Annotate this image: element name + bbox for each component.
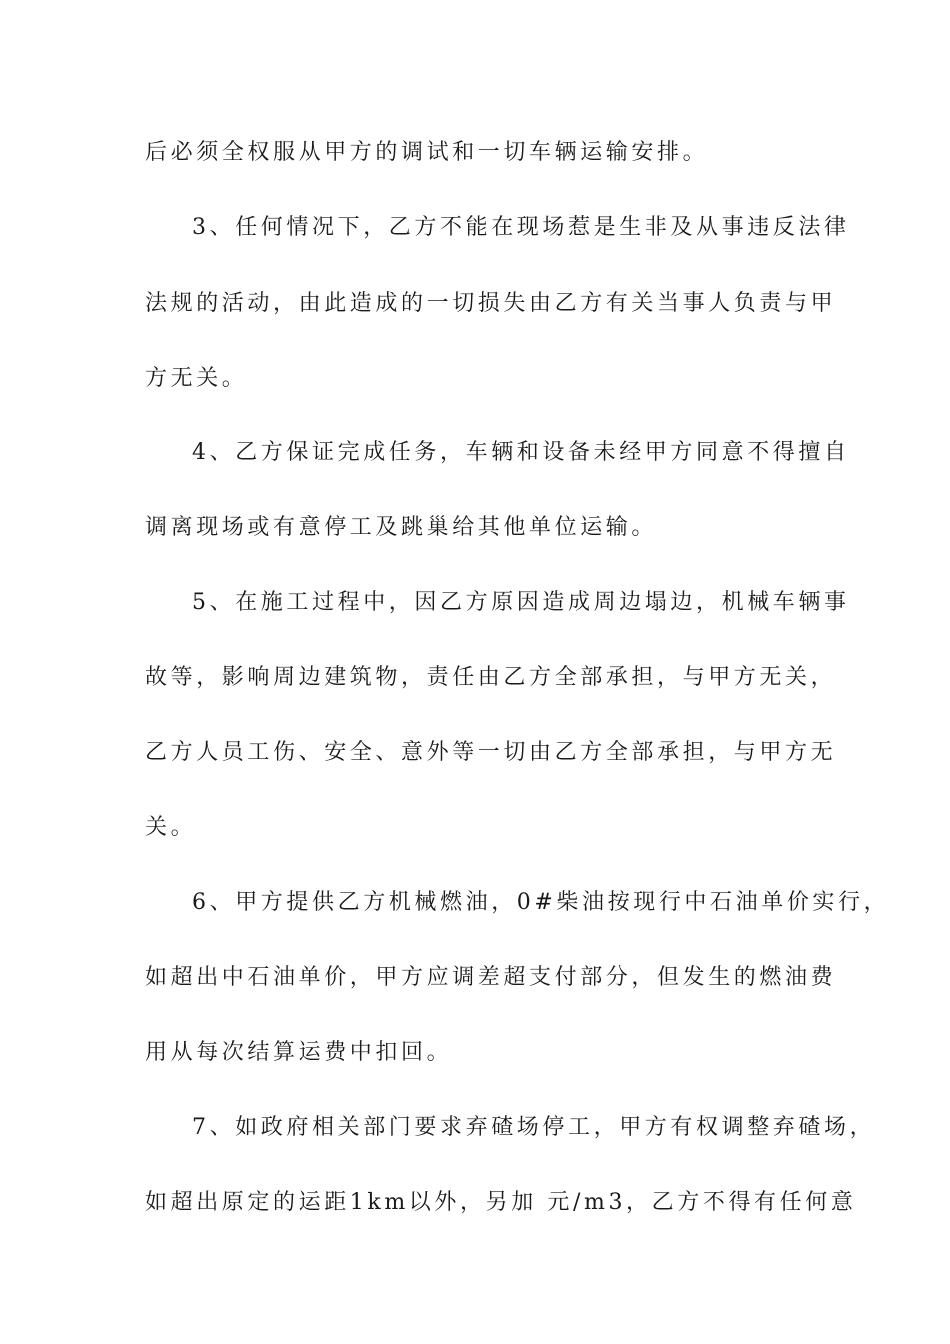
paragraph-line: 方无关。 bbox=[145, 366, 248, 391]
paragraph-line: 如超出中石油单价，甲方应调差超支付部分，但发生的燃油费 bbox=[145, 965, 837, 990]
paragraph-line: 故等，影响周边建筑物，责任由乙方全部承担，与甲方无关， bbox=[145, 665, 837, 690]
paragraph-line: 后必须全权服从甲方的调试和一切车辆运输安排。 bbox=[145, 140, 709, 165]
paragraph-line: 6、甲方提供乙方机械燃油，0#柴油按现行中石油单价实行， bbox=[192, 890, 890, 915]
paragraph-line: 调离现场或有意停工及跳巢给其他单位运输。 bbox=[145, 515, 658, 540]
paragraph-line: 如超出原定的运距1km以外，另加 元/m3，乙方不得有任何意 bbox=[145, 1190, 857, 1215]
paragraph-line: 5、在施工过程中，因乙方原因造成周边塌边，机械车辆事 bbox=[192, 590, 850, 615]
paragraph-line: 用从每次结算运费中扣回。 bbox=[145, 1040, 453, 1065]
paragraph-line: 4、乙方保证完成任务，车辆和设备未经甲方同意不得擅自 bbox=[192, 440, 850, 465]
paragraph-line: 7、如政府相关部门要求弃碴场停工，甲方有权调整弃碴场， bbox=[192, 1115, 876, 1140]
paragraph-line: 3、任何情况下，乙方不能在现场惹是生非及从事违反法律 bbox=[192, 215, 850, 240]
paragraph-line: 乙方人员工伤、安全、意外等一切由乙方全部承担，与甲方无 bbox=[145, 740, 837, 765]
paragraph-line: 关。 bbox=[145, 815, 197, 840]
paragraph-line: 法规的活动，由此造成的一切损失由乙方有关当事人负责与甲 bbox=[145, 291, 837, 316]
